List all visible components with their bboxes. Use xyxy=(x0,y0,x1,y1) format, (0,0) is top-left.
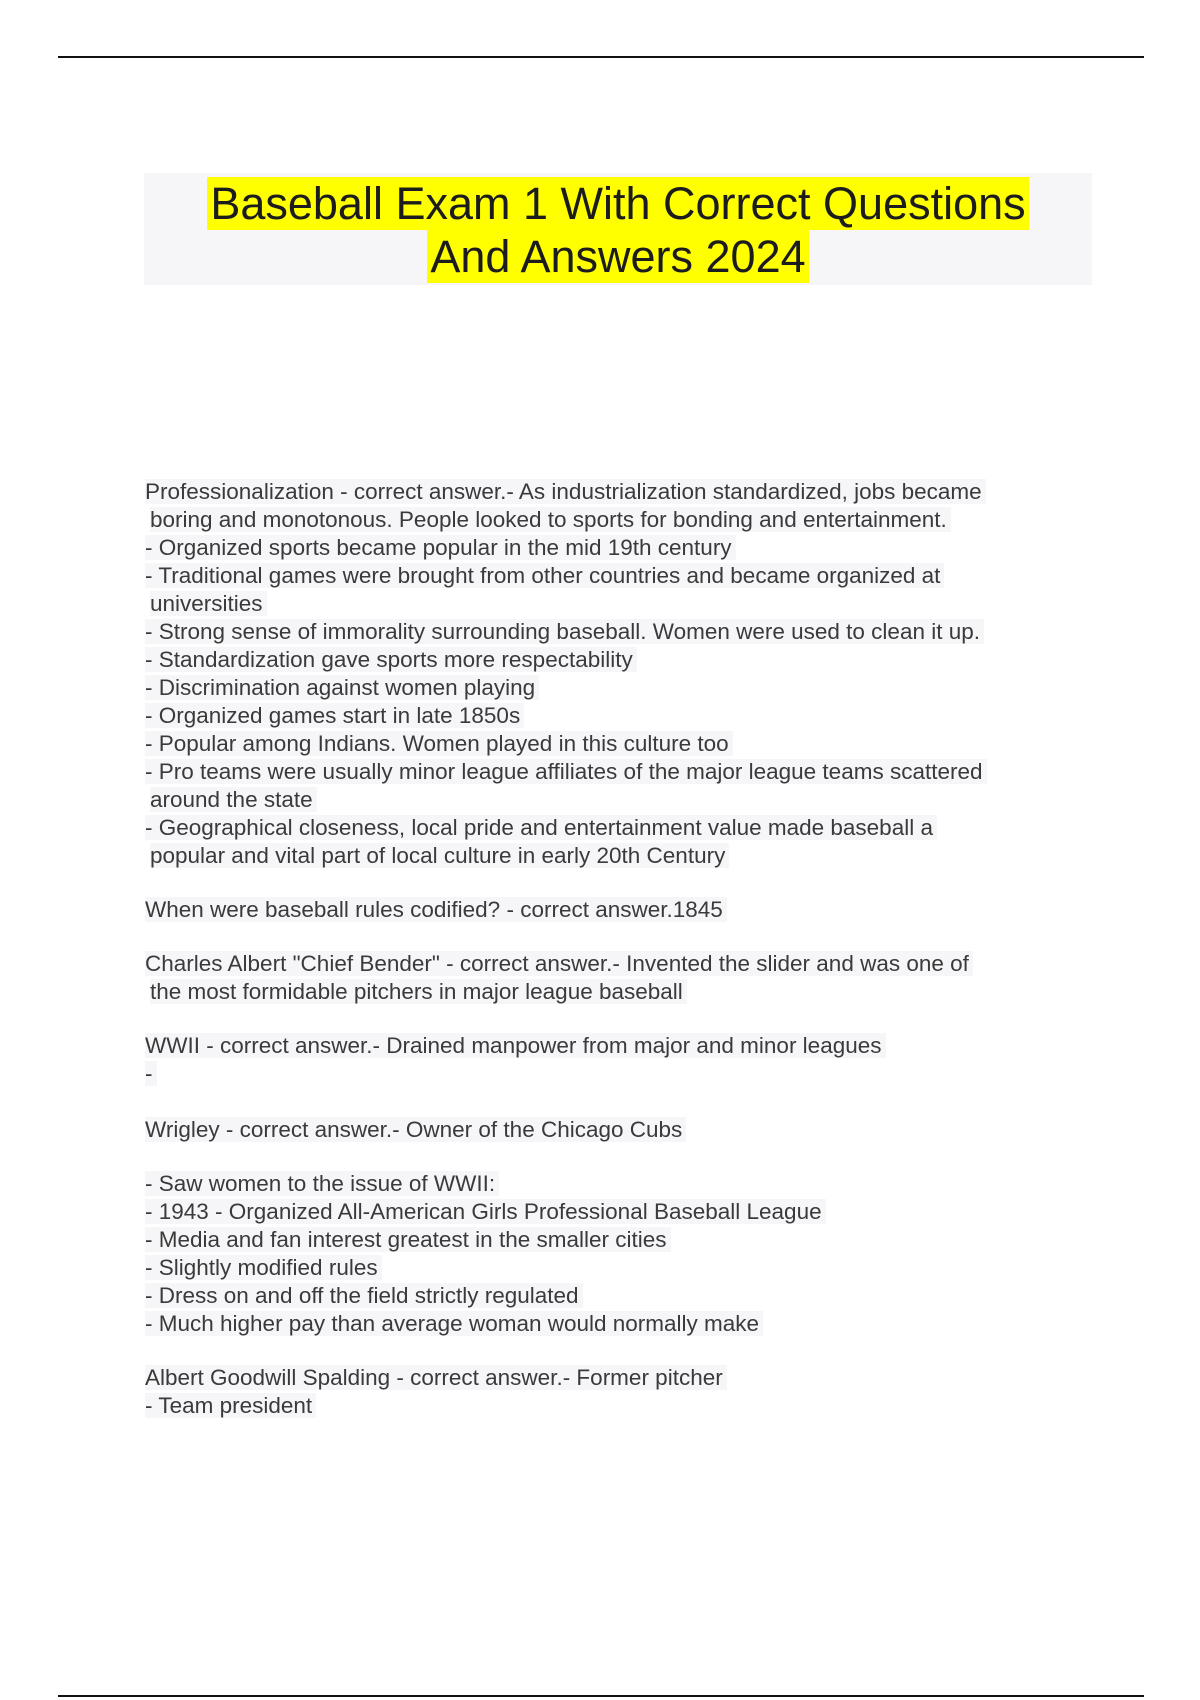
bottom-rule xyxy=(58,1695,1144,1697)
text-line: - Media and fan interest greatest in the smaller cities xyxy=(145,1226,1085,1254)
text-line: - Team president xyxy=(145,1392,1085,1420)
text-line: When were baseball rules codified? - correct answer.1845 xyxy=(145,896,1085,924)
text-line: the most formidable pitchers in major league baseball xyxy=(145,978,1085,1006)
text-line: popular and vital part of local culture in early 20th Century xyxy=(145,842,1085,870)
text-line: - Strong sense of immorality surrounding baseball. Women were used to clean it up. xyxy=(145,618,1085,646)
text-line: Wrigley - correct answer.- Owner of the Chicago Cubs xyxy=(145,1116,1085,1144)
text-line: Charles Albert "Chief Bender" - correct answer.- Invented the slider and was one of xyxy=(145,950,1085,978)
text-line: - 1943 - Organized All-American Girls Professional Baseball League xyxy=(145,1198,1085,1226)
document-title xyxy=(144,173,1092,285)
text-line: - Traditional games were brought from other countries and became organized at xyxy=(145,562,1085,590)
top-rule xyxy=(58,56,1144,58)
text-line: WWII - correct answer.- Drained manpower from major and minor leagues xyxy=(145,1032,1085,1060)
text-line: - Slightly modified rules xyxy=(145,1254,1085,1282)
text-line: - Saw women to the issue of WWII: xyxy=(145,1170,1085,1198)
text-line: universities xyxy=(145,590,1085,618)
entry-wrigley xyxy=(145,1116,1085,1144)
title-line-2: And Answers 2024 xyxy=(427,230,808,283)
entry-wwii xyxy=(145,1032,1085,1088)
entry-womens-league xyxy=(145,1170,1085,1338)
entry-professionalization xyxy=(145,478,1085,870)
entry-chief-bender xyxy=(145,950,1085,1006)
entry-rules-codified xyxy=(145,896,1085,924)
text-line: boring and monotonous. People looked to sports for bonding and entertainment. xyxy=(145,506,1085,534)
text-line: - Dress on and off the field strictly regulated xyxy=(145,1282,1085,1310)
text-line: - Much higher pay than average woman would normally make xyxy=(145,1310,1085,1338)
entry-spalding xyxy=(145,1364,1085,1420)
document-body xyxy=(145,478,1085,1446)
text-line: - Standardization gave sports more respectability xyxy=(145,646,1085,674)
text-line: Albert Goodwill Spalding - correct answer.- Former pitcher xyxy=(145,1364,1085,1392)
text-line: - Pro teams were usually minor league affiliates of the major league teams scattered xyxy=(145,758,1085,786)
text-line: - Geographical closeness, local pride and entertainment value made baseball a xyxy=(145,814,1085,842)
text-line: - Popular among Indians. Women played in this culture too xyxy=(145,730,1085,758)
text-line: - Organized sports became popular in the mid 19th century xyxy=(145,534,1085,562)
text-line: - xyxy=(145,1060,1085,1088)
text-line: - Discrimination against women playing xyxy=(145,674,1085,702)
title-line-1: Baseball Exam 1 With Correct Questions xyxy=(207,177,1028,230)
text-line: Professionalization - correct answer.- As industrialization standardized, jobs became xyxy=(145,478,1085,506)
text-line: - Organized games start in late 1850s xyxy=(145,702,1085,730)
text-line: around the state xyxy=(145,786,1085,814)
